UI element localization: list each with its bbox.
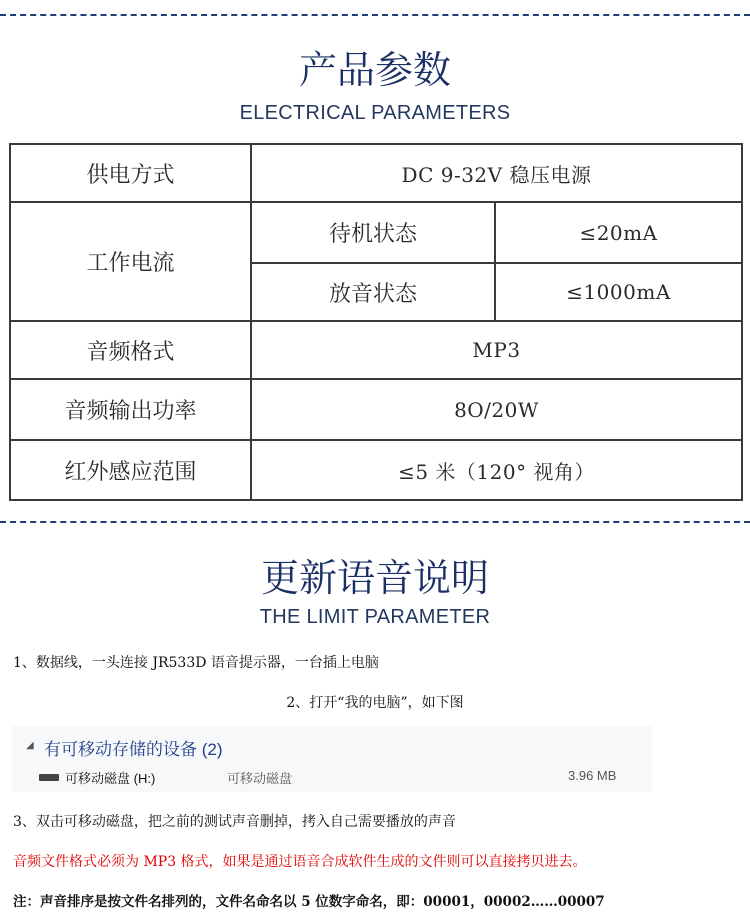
instruction-step3: 3、双击可移动磁盘，把之前的测试声音删掉，拷入自己需要播放的声音 [13, 814, 456, 830]
param-label: 音频格式 [10, 321, 251, 379]
table-row [10, 379, 742, 440]
section1-title: 产品参数 [298, 48, 451, 92]
naming-note: 注：声音排序是按文件名排列的，文件名命名以 5 位数字命名，即：00001，00002……00007 [13, 894, 605, 910]
format-warning: 音频文件格式必须为 MP3 格式，如果是通过语音合成软件生成的文件则可以直接拷贝进去。 [13, 854, 587, 870]
device-group-title[interactable]: 有可移动存储的设备 (2) [44, 740, 223, 759]
instruction-step2: 2、打开“我的电脑”，如下图 [286, 695, 464, 711]
param-value: DC 9-32V 稳压电源 [251, 144, 742, 202]
param-value: 8O/20W [251, 379, 742, 440]
table-row [10, 321, 742, 379]
explorer-device-group [12, 726, 652, 792]
drive-icon [39, 774, 59, 781]
params-table [9, 143, 743, 501]
param-label: 工作电流 [10, 202, 251, 321]
param-value: MP3 [251, 321, 742, 379]
drive-type: 可移动磁盘 [227, 771, 293, 786]
instruction-step1: 1、数据线，一头连接 JR533D 语音提示器，一台插上电脑 [13, 655, 379, 671]
param-label: 音频输出功率 [10, 379, 251, 440]
middle-divider [0, 521, 750, 523]
section2-subtitle: THE LIMIT PARAMETER [259, 606, 491, 628]
param-label: 红外感应范围 [10, 440, 251, 500]
table-row [10, 202, 742, 263]
table-row [10, 440, 742, 500]
collapse-arrow-icon[interactable]: ◢ [26, 740, 34, 751]
table-row [10, 144, 742, 202]
param-sublabel: 放音状态 [251, 263, 495, 321]
param-label: 供电方式 [10, 144, 251, 202]
param-value: ≤5 米（120° 视角） [251, 440, 742, 500]
param-sublabel: 待机状态 [251, 202, 495, 263]
drive-size: 3.96 MB [568, 768, 617, 783]
section2-title: 更新语音说明 [260, 556, 489, 600]
top-divider [0, 14, 750, 16]
param-value: ≤20mA [495, 202, 742, 263]
section1-subtitle: ELECTRICAL PARAMETERS [239, 102, 511, 124]
drive-name[interactable]: 可移动磁盘 (H:) [65, 771, 156, 786]
param-value: ≤1000mA [495, 263, 742, 321]
